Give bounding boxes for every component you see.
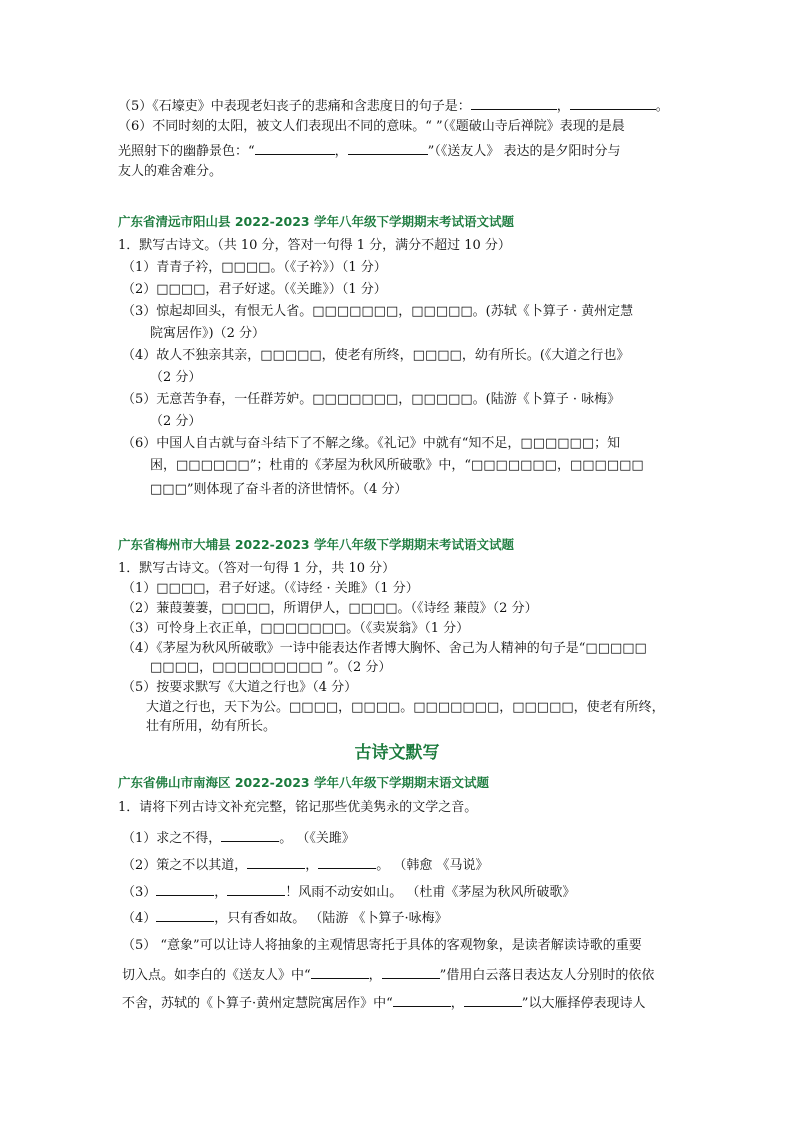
question-text: ”借用白云落日表达友人分别时的依依: [439, 968, 655, 983]
question-line: （6）中国人自古就与奋斗结下了不解之缘。《礼记》中就有“知不足，□□□□□□；知: [122, 436, 621, 451]
question-line: （5）无意苦争春，一任群芳妒。□□□□□□□，□□□□□。(陆游《卜算子 · 咏梅》: [122, 392, 621, 407]
answer-blank: [318, 855, 376, 869]
question-5-line3: [122, 993, 645, 1013]
question-line: 1．默写古诗文。（答对一句得 1 分，共 10 分）: [118, 561, 396, 576]
question-line: 院寓居作》)（2 分）: [150, 326, 265, 341]
terminator: 。: [655, 99, 669, 114]
answer-blank: [255, 141, 335, 155]
question-line: （4）《茅屋为秋风所破歌》一诗中能表达作者博大胸怀、舍己为人精神的句子是“□□□□□: [122, 641, 647, 656]
question-line: （2）□□□□，君子好逑。（《关雎》）（1 分）: [122, 282, 387, 297]
separator: ，: [305, 858, 319, 873]
question-line: （5）按要求默写《大道之行也》（4 分）: [122, 680, 358, 695]
question-text: 。 （韩愈 《马说》: [376, 858, 489, 873]
question-4: [122, 908, 448, 928]
question-text: ”（《送友人》 表达的是夕阳时分与: [427, 144, 621, 159]
section-header: 广东省梅州市大埔县 2022-2023 学年八年级下学期期末考试语文试题: [118, 537, 514, 552]
question-line: （4）故人不独亲其亲，□□□□□，使老有所终，□□□□，幼有所长。(《大道之行也》: [122, 348, 630, 363]
question-line: （3）可怜身上衣正单，□□□□□□□。（《卖炭翁》（1 分）: [122, 621, 470, 636]
top-question-6-line2: [118, 141, 620, 161]
question-text: 切入点。如李白的《送友人》中“: [122, 968, 311, 983]
question-line: □□□□，□□□□□□□□□ ”。（2 分）: [150, 660, 392, 675]
top-question-5: [118, 96, 669, 116]
section-header: 广东省佛山市南海区 2022-2023 学年八年级下学期期末语文试题: [118, 775, 489, 790]
question-text: ！风雨不动安如山。 （杜甫《茅屋为秋风所破歌》: [285, 885, 576, 900]
answer-blank: [156, 908, 214, 922]
question-text: ”以大雁择停表现诗人: [521, 996, 646, 1011]
answer-blank: [393, 993, 451, 1007]
question-line: 壮有所用，幼有所长。: [146, 719, 277, 734]
question-line: （3）惊起却回头，有恨无人省。□□□□□□□，□□□□□。(苏轼《卜算子 · 黄州定慧: [122, 304, 634, 319]
separator: ，: [214, 885, 228, 900]
question-intro: 1．请将下列古诗文补充完整，铭记那些优美隽永的文学之音。: [118, 800, 478, 815]
question-2: [122, 855, 489, 875]
question-3: [122, 882, 575, 902]
question-text: （1）求之不得，: [122, 831, 222, 846]
question-text: （3）: [122, 885, 157, 900]
question-line: 1．默写古诗文。（共 10 分，答对一句得 1 分，满分不超过 10 分）: [118, 238, 511, 253]
question-line: （2 分）: [150, 414, 202, 429]
question-line: （2 分）: [150, 370, 202, 385]
question-text: 不舍，苏轼的《卜算子·黄州定慧院寓居作》中“: [122, 996, 393, 1011]
question-text: （5）《石壕吏》中表现老妇丧子的悲痛和含悲度日的句子是：: [118, 99, 471, 114]
question-line: 困，□□□□□□”；杜甫的《茅屋为秋风所破歌》中，“□□□□□□□，□□□□□□: [150, 458, 644, 473]
question-text: （4）: [122, 911, 157, 926]
separator: ，: [334, 144, 348, 159]
answer-blank: [471, 96, 557, 110]
question-text: 。 （《关雎》: [279, 831, 355, 846]
answer-blank: [311, 965, 369, 979]
question-text: （2）策之不以其道，: [122, 858, 248, 873]
question-5-line2: [122, 965, 654, 985]
answer-blank: [382, 965, 440, 979]
question-line: □□□”则体现了奋斗者的济世情怀。（4 分）: [150, 482, 408, 497]
answer-blank: [464, 993, 522, 1007]
question-1: [122, 828, 355, 848]
answer-blank: [227, 882, 285, 896]
page-title: 古诗文默写: [354, 743, 440, 763]
separator: ，: [556, 99, 570, 114]
answer-blank: [247, 855, 305, 869]
question-line: （1）青青子衿，□□□□。（《子衿》）（1 分）: [122, 260, 387, 275]
answer-blank: [221, 828, 279, 842]
answer-blank: [348, 141, 428, 155]
question-text: ，只有香如故。 （陆游 《卜算子·咏梅》: [214, 911, 448, 926]
top-question-6-line1: （6）不同时刻的太阳，被文人们表现出不同的意味。“ ”（《题破山寺后禅院》表现的是晨: [118, 119, 625, 134]
separator: ，: [450, 996, 464, 1011]
top-question-6-line3: 友人的难舍难分。: [118, 164, 223, 179]
question-line: 大道之行也，天下为公。□□□□，□□□□。□□□□□□□，□□□□□，使老有所终，: [146, 700, 665, 715]
answer-blank: [570, 96, 656, 110]
question-5-line1: （5） “意象”可以让诗人将抽象的主观情思寄托于具体的客观物象，是读者解读诗歌的重要: [122, 938, 642, 953]
section-header: 广东省清远市阳山县 2022-2023 学年八年级下学期期末考试语文试题: [118, 214, 514, 229]
question-line: （1）□□□□，君子好逑。（《诗经 · 关雎》（1 分）: [122, 581, 419, 596]
question-text: 光照射下的幽静景色：“: [118, 144, 255, 159]
answer-blank: [156, 882, 214, 896]
separator: ，: [368, 968, 382, 983]
question-line: （2）蒹葭萋萋，□□□□，所谓伊人，□□□□。（《诗经 蒹葭》（2 分）: [122, 601, 538, 616]
